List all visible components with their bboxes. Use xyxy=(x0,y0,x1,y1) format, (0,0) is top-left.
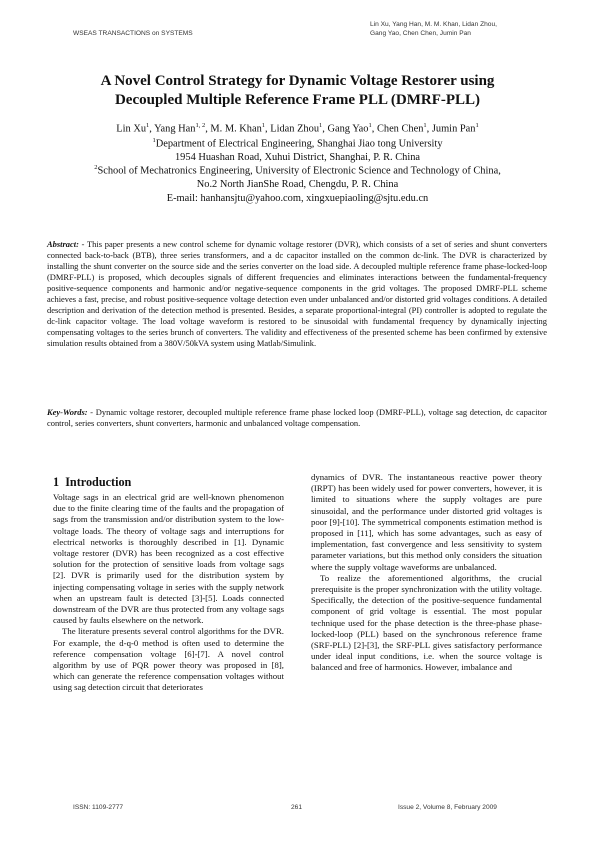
author-name: Chen Chen xyxy=(376,123,424,135)
paragraph: To realize the aforementioned algorithms, the crucial prerequisite is the proper synchronization with the utility voltage. Specifically, the detection of the positive-sequence fundamental component of grid voltage is essential. The most popular technique used for the phase detection is the three-phase phase-locked-loop (PLL) based on the synchronous reference frame (SRF-PLL) [2]-[3], the SRF-PLL gives satisfactory performance under ideal input conditions, i.e. when the source voltage is balanced and free of harmonics. However, imbalance and xyxy=(311,572,542,673)
author-name: Jumin Pan xyxy=(431,123,476,135)
running-header-authors-line2: Gang Yao, Chen Chen, Jumin Pan xyxy=(370,29,471,37)
author-list: Lin Xu$^1$, Yang Han$^{1, 2}$, M. M. Khan$^1$, Lidan Zhou$^1$, Gang Yao$^1$, Chen Chen$^1$, Jumin Pan$^1$ xyxy=(116,122,479,135)
abstract xyxy=(47,239,547,349)
section-heading xyxy=(53,475,131,490)
affiliation-1-line1: Department of Electrical Engineering, Shanghai Jiao tong University xyxy=(155,138,443,150)
keywords xyxy=(47,407,547,429)
affiliation-2 xyxy=(40,161,555,205)
section-title: Introduction xyxy=(65,475,132,489)
paper-title-line1: A Novel Control Strategy for Dynamic Voltage Restorer using xyxy=(100,73,495,89)
author-name: Lin Xu xyxy=(116,123,147,135)
left-column xyxy=(53,492,284,694)
footer-issn: ISSN: 1109-2777 xyxy=(73,804,124,811)
footer-page-number: 261 xyxy=(291,804,303,811)
affiliation-1-mark: 1 xyxy=(152,137,156,144)
paper-title-line2: Decoupled Multiple Reference Frame PLL (DMRF-PLL) xyxy=(114,92,481,108)
author-affiliation-mark: 1 xyxy=(475,122,479,129)
author-name: Yang Han xyxy=(154,123,196,135)
running-header-authors-line1: Lin Xu, Yang Han, M. M. Khan, Lidan Zhou, xyxy=(370,21,497,28)
section-number: 1 xyxy=(53,475,60,489)
author-name: Lidan Zhou xyxy=(270,123,320,135)
right-column xyxy=(311,472,542,674)
keywords-label: Key-Words: - xyxy=(47,407,94,417)
author-affiliation-mark: 1 xyxy=(319,122,323,129)
paragraph: Voltage sags in an electrical grid are well-known phenomenon due to the finite clearing time of the faults and the propagation of sags from the transmission and/or distribution system to the low-voltage loads. The theory of voltage sags and interruptions for electrical networks is thoroughly described in [1]. Dynamic voltage restorer (DVR) has been recognized as a cost effective solution for the protection of sensitive loads from voltage sags [2]. DVR is primarily used for the distribution system by injecting compensating voltage in series with the supply network when an upstream fault is detected [3]-[5]. Loads connected downstream of the DVR are thus protected from any voltage sags caused by faults elsewhere on the network. xyxy=(53,492,284,626)
affiliation-1-line2: 1954 Huashan Road, Xuhui District, Shanghai, P. R. China xyxy=(174,152,421,164)
contact-email: E-mail: hanhansjtu@yahoo.com, xingxuepiaoling@sjtu.edu.cn xyxy=(166,192,429,204)
abstract-text: This paper presents a new control scheme for dynamic voltage restorer (DVR), which consists of a set of series and shunt converters connected back-to-back (BTB), three series transformers, and a dc capacitor installed on the common dc-link. The DVR is characterized by installing the shunt converter on the source side and the series converter on the load side. A decoupled multiple reference frame phase-locked-loop (DMRF-PLL) is proposed, which decouples signals of different frequencies and eliminates interactions between the fundamental-frequency positive-sequence components and harmonic and/or negative-sequence components in the grid voltages. The proposed DMRF-PLL scheme achieves a fast, precise, and robust positive-sequence voltage detection even under unbalanced and/or distorted grid voltages conditions. A detailed description and derivation of the detection method is presented. Besides, a separate proportional-integral (PI) controller is adopted to regulate the dc-link capacitor voltage. The load voltage waveform is restored to be sinusoidal with fundamental frequency by dynamically injecting compensating voltages to the series brunch of converters. The validity and effectiveness of the presented scheme has been confirmed by extensive simulation results obtained from a 380V/50kVA system using Matlab/Simulink. xyxy=(47,239,547,349)
paper-title xyxy=(40,72,555,110)
affiliation-2-mark: 2 xyxy=(94,164,98,171)
affiliation-2-line1: School of Mechatronics Engineering, University of Electronic Science and Technology of China, xyxy=(97,165,501,177)
author-affiliation-mark: 1, 2 xyxy=(195,122,206,129)
footer-issue: Issue 2, Volume 8, February 2009 xyxy=(398,804,497,811)
author-affiliation-mark: 1 xyxy=(423,122,427,129)
paragraph: dynamics of DVR. The instantaneous reactive power theory (IRPT) has been widely used for power converters, however, it is limited to situations where the supply voltages are pure sinusoidal, and the performance under distorted grid voltages is poor [9]-[10]. The symmetrical components estimation method is proposed in [11], which has some advantages, such as easy of implementation, fast convergence and less sensitivity to system parameter variations, but this method only considers the situation where the supply voltage waveforms are unbalanced. xyxy=(311,472,542,572)
author-affiliation-mark: 1 xyxy=(368,122,372,129)
paragraph: The literature presents several control algorithms for the DVR. For example, the d-q-0 method is often used to determine the reference compensation voltage [6]-[7]. A novel control algorithm by use of PQR power theory was proposed in [8], which can generate the reference compensation voltages without using sag detection circuit that deteriorates xyxy=(53,626,284,693)
affiliation-2-line2: No.2 North JianShe Road, Chengdu, P. R. China xyxy=(196,179,399,191)
running-header-authors xyxy=(370,21,497,38)
abstract-label: Abstract: - xyxy=(47,239,85,249)
running-header-journal: WSEAS TRANSACTIONS on SYSTEMS xyxy=(73,30,193,37)
author-name: M. M. Khan xyxy=(210,123,262,135)
author-name: Gang Yao xyxy=(327,123,369,135)
author-affiliation-mark: 1 xyxy=(261,122,266,129)
keywords-text: Dynamic voltage restorer, decoupled multiple reference frame phase locked loop (DMRF-PLL), voltage sag detection, dc capacitor control, series converters, shunt converters, harmonic and unbalanced voltage compensation. xyxy=(47,407,547,429)
author-affiliation-mark: 1 xyxy=(146,122,150,129)
